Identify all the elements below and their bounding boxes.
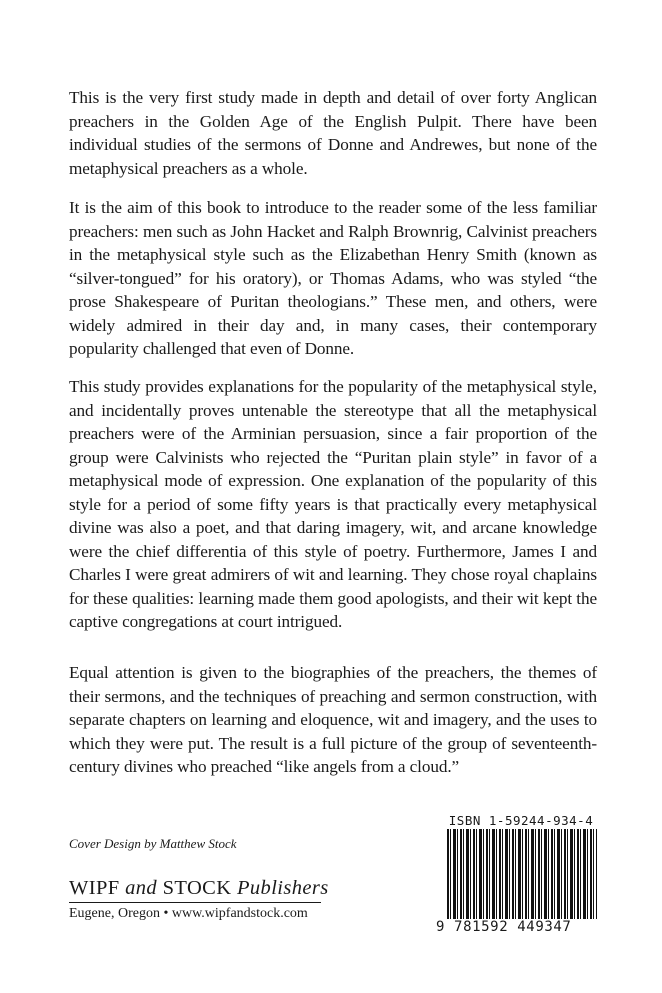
publisher-name-and: and — [125, 877, 158, 899]
publisher-name-publishers: Publishers — [236, 877, 329, 899]
publisher-address: Eugene, Oregon • www.wipfandstock.com — [69, 906, 308, 921]
blurb-paragraph-3: This study provides explanations for the popularity of the metaphysical style, and incidentally proves untenable the stereotype that all the metaphysical preachers were of the Arminian persuasion, since a fair proportion of the group were Calvinists who rejected the “Puritan plain style” in favor of a metaphysical mode of expression. One explanation of the popularity of this style for a period of some fifty years is that practically every metaphysical divine was also a poet, and that daring imagery, wit, and arcane knowledge were the chief differentia of this style of poetry. Furthermore, James I and Charles I were great admirers of wit and learning. They chose royal chaplains for these qualities: learning made them good apologists, and their wit kept the captive congregations at court intrigued. — [69, 377, 597, 631]
blurb-paragraph-2: It is the aim of this book to introduce to the reader some of the less familiar preachers: men such as John Hacket and Ralph Brownrig, Calvinist preachers in the metaphysical style such as the Elizabethan Henry Smith (known as “silver-tongued” for his oratory), or Thomas Adams, who was styled “the prose Shakespeare of Puritan theologians.” These men, and others, were widely admired in their day and, in many cases, their contemporary popularity challenged that even of Donne. — [69, 198, 597, 358]
publisher-name-stock: STOCK — [162, 877, 232, 899]
barcode-digits: 9 781592 449347 — [436, 919, 572, 935]
publisher-name-wipf: WIPF — [69, 877, 120, 899]
barcode-image — [447, 829, 597, 919]
blurb-paragraph-1: This is the very first study made in depth and detail of over forty Anglican preachers in the Golden Age of the English Pulpit. There have been individual studies of the sermons of Donne and Andrewes, but none of the metaphysical preachers as a whole. — [69, 88, 597, 178]
publisher-name — [69, 877, 329, 903]
blurb-paragraph-4: Equal attention is given to the biographies of the preachers, the themes of their sermons, and the techniques of preaching and sermon construction, with separate chapters on learning and eloquence, wit and imagery, and the uses to which they were put. The result is a full picture of the group of seventeenth-century divines who preached “like angels from a cloud.” — [69, 663, 597, 776]
cover-design-credit: Cover Design by Matthew Stock — [69, 836, 237, 851]
isbn-label: ISBN 1-59244-934-4 — [448, 813, 594, 828]
